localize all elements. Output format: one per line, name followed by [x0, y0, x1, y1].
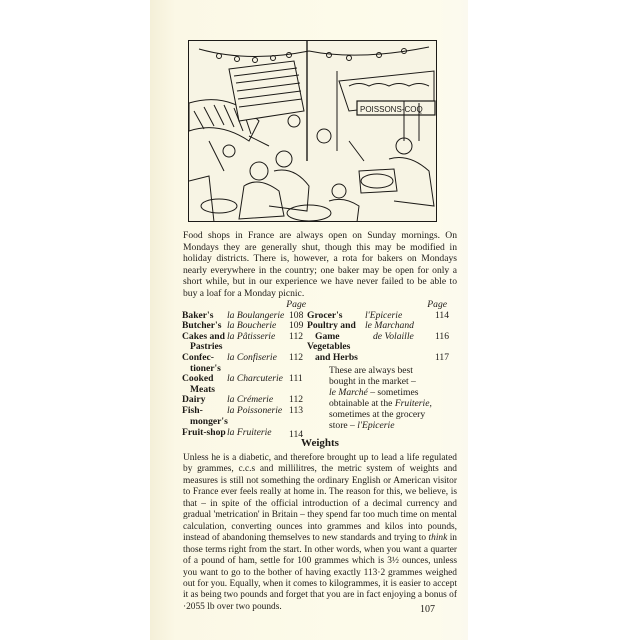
- page-column-header: Page: [286, 299, 306, 310]
- section-heading-weights: [0, 437, 640, 449]
- page-ref: 111: [289, 373, 303, 385]
- english-name: Butcher's: [182, 320, 222, 332]
- shop-table-right: [307, 300, 457, 431]
- shop-table-left: [182, 300, 310, 439]
- page-ref: 109: [289, 320, 304, 332]
- english-name: Cooked: [182, 373, 214, 385]
- note-line: bought in the market –: [329, 375, 416, 387]
- note-text: store –: [329, 419, 358, 431]
- english-name-cont: monger's: [190, 415, 228, 427]
- intro-paragraph: Food shops in France are always open on Sunday mornings. On Mondays they are generally shut, though this may be modified in holiday districts. There is, however, a rota for bakers on Mondays nearly everywhere in the country; one baker may be open for only a short while, but in our experience we have never failed to be able to buy a loaf for a Monday picnic.: [183, 230, 457, 299]
- english-name: Baker's: [182, 309, 214, 321]
- page-ref: 112: [289, 330, 304, 342]
- english-name-cont: Meats: [190, 383, 216, 395]
- market-scene-image: [189, 41, 437, 222]
- note-line: [329, 420, 444, 431]
- english-name: Vegetables: [307, 341, 351, 353]
- note-italic: Fruiterie: [394, 397, 430, 409]
- page-ref: 114: [434, 309, 449, 321]
- market-illustration: [188, 40, 437, 222]
- page-ref: 114: [289, 429, 304, 441]
- note-italic: le Marché: [329, 386, 368, 398]
- french-name: la Poissonerie: [227, 404, 283, 416]
- english-name: Cakes and: [182, 330, 225, 342]
- english-name: Grocer's: [307, 309, 343, 321]
- note-line: [329, 398, 444, 409]
- french-name: la Pâtisserie: [227, 330, 276, 342]
- shop-row: [182, 353, 310, 364]
- page-column-header: Page: [427, 299, 447, 310]
- french-name: la Boulangerie: [227, 309, 285, 321]
- french-name: la Crémerie: [227, 394, 274, 406]
- heading-text: Weights: [301, 437, 339, 449]
- english-name-cont: tioner's: [190, 362, 221, 374]
- english-name-cont: Pastries: [190, 341, 223, 353]
- weights-italic: think: [428, 533, 448, 544]
- page-ref: 117: [434, 351, 449, 363]
- page-ref: 108: [289, 309, 304, 321]
- english-name: Fish-: [182, 404, 203, 416]
- shop-row-cont: [307, 353, 457, 364]
- french-name-cont: de Volaille: [373, 330, 414, 342]
- english-name: Confec-: [182, 351, 214, 363]
- english-name: Dairy: [182, 394, 206, 406]
- english-name: Poultry and: [307, 320, 356, 332]
- note-text: obtainable at the: [329, 397, 395, 409]
- note-italic: l'Epicerie: [357, 419, 395, 431]
- page-ref: 112: [289, 394, 304, 406]
- note-line: These are always best: [329, 364, 413, 376]
- french-name: le Marchand: [365, 320, 414, 332]
- english-name: Fruit-shop: [182, 427, 226, 439]
- svg-text:POISSONS-COQ: POISSONS-COQ: [360, 105, 423, 114]
- french-name: la Charcuterie: [227, 373, 283, 385]
- weights-text: Unless he is a diabetic, and therefore brought up to lead a life regulated by grammes, c.c.s and millilitres, the metric system of weights and measures is still not something the ordinary English or American visitor to France ever feels really at home in. The reason for this, we believe, is that – in spite of the official introduction of a decimal currency and gradual 'metrication' in Britain – they spend far too much time on mental calculation, converting ounces into grammes and kilos into pounds, instead of abandoning themselves to new standards and trying to: [183, 453, 457, 544]
- vegetables-note: [329, 365, 444, 431]
- note-line: [329, 387, 444, 398]
- english-name-cont: Game: [315, 330, 340, 342]
- note-text: – sometimes: [367, 386, 419, 398]
- page-ref: 112: [289, 351, 304, 363]
- weights-paragraph: [183, 453, 457, 613]
- french-name: la Confiserie: [227, 351, 277, 363]
- french-name: la Boucherie: [227, 320, 277, 332]
- page-ref: 116: [434, 330, 449, 342]
- shop-row: [182, 406, 310, 417]
- english-name-cont: and Herbs: [315, 351, 358, 363]
- page-number: 107: [420, 604, 435, 615]
- note-line: sometimes at the grocery: [329, 408, 426, 420]
- french-name: la Fruiterie: [227, 427, 272, 439]
- french-name: l'Epicerie: [365, 309, 403, 321]
- note-text: ,: [429, 397, 432, 409]
- page-ref: 113: [289, 404, 304, 416]
- weights-text: in those terms right from the start. In other words, when you want a quarter of a pound of ham, settle for 100 grammes which is 3½ ounces, unless you want to go to the bother of having exactly 113·2 grammes weighed out for you. Equally, when it comes to kilogrammes, it is easier to accept it as being two pounds and forget that you are in fact enjoying a bonus of ·2055 lb over two pounds.: [183, 533, 457, 612]
